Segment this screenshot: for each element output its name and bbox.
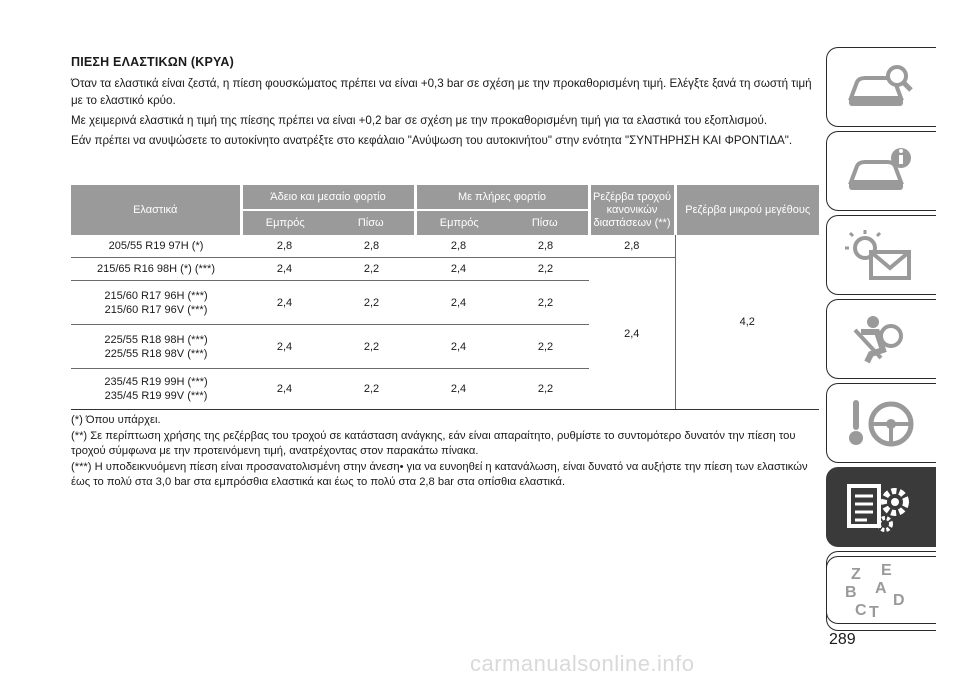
tyre-size: 215/65 R16 98H (*) (***) — [71, 258, 241, 281]
empty-rear-value: 2,2 — [363, 383, 380, 395]
tyre-size-line1: 215/60 R17 96H (***) — [104, 289, 208, 302]
full-rear-value: 2,2 — [502, 258, 589, 281]
full-rear-value: 2,2 — [537, 383, 554, 395]
tyre-size — [71, 281, 241, 325]
index-letter-c: C — [855, 602, 867, 619]
empty-front-value: 2,4 — [241, 281, 328, 325]
tab-index[interactable] — [826, 556, 936, 624]
tab-car-search[interactable] — [826, 47, 936, 127]
footnote-3: (***) Η υποδεικνυόμενη πίεση είναι προσανατολισμένη στην άνεση• για να ευνοηθεί η κατανάλωση, είναι δυνατό να αυξήστε την πίεση των ελαστικών έως το πολύ στα 3,0 bar στα εμπρόσθια ελαστικά και έως το πολύ στα 2,8 bar στα οπίσθια ελαστικά. — [71, 460, 808, 488]
spare-small-value: 4,2 — [675, 235, 819, 409]
tab-lights-messages[interactable] — [826, 215, 936, 295]
header-empty-load: Άδειο και μεσαίο φορτίο — [241, 185, 415, 210]
main-content — [71, 55, 819, 152]
paragraph-winter-tyres: Με χειμερινά ελαστικά η τιμή της πίεσης πρέπει να είναι +0,2 bar σε σχέση με την προκαθορισμένη τιμή για τα ελαστικά του εξοπλισμού. — [71, 114, 768, 127]
full-rear-value: 2,2 — [502, 325, 589, 369]
table-row — [71, 235, 819, 258]
car-info-icon — [841, 142, 921, 202]
empty-front-value: 2,4 — [241, 325, 328, 369]
header-spare-normal: Ρεζέρβα τροχού κανονικών διαστάσεων (**) — [589, 185, 675, 235]
full-front-value: 2,4 — [450, 383, 467, 395]
paragraph-warm-tyres: Όταν τα ελαστικά είναι ζεστά, η πίεση φουσκώματος πρέπει να είναι +0,3 bar σε σχέση με την προκαθορισμένη τιμή. Ελέγξτε ξανά τη σωστή τιμή με το ελαστικό κρύο. — [71, 77, 812, 107]
full-rear-value: 2,8 — [502, 235, 589, 258]
empty-rear-value: 2,2 — [328, 258, 415, 281]
steering-wheel-icon — [841, 394, 921, 454]
full-front-value: 2,4 — [415, 281, 502, 325]
tyre-size-line1: 225/55 R18 98H (***) — [104, 333, 208, 346]
service-gears-icon — [841, 478, 921, 538]
airbag-person-icon — [841, 310, 921, 370]
tyre-size-line2: 235/45 R19 99V (***) — [104, 390, 208, 402]
index-letter-e: E — [881, 562, 892, 579]
header-full-load: Με πλήρες φορτίο — [415, 185, 589, 210]
tyre-size-line2: 215/60 R17 96V (***) — [104, 303, 208, 316]
header-tyres: Ελαστικά — [71, 185, 241, 235]
empty-rear-value: 2,2 — [328, 325, 415, 369]
tab-car-info[interactable] — [826, 131, 936, 211]
paragraph-lifting: Εάν πρέπει να ανυψώσετε το αυτοκίνητο ανατρέξτε στο κεφάλαιο "Ανύψωση του αυτοκινήτου" στην ενότητα "ΣΥΝΤΗΡΗΣΗ ΚΑΙ ΦΡΟΝΤΙΔΑ". — [71, 134, 793, 147]
tyre-pressure-table — [71, 185, 819, 409]
index-letters-icon — [841, 561, 921, 621]
index-letter-a: A — [875, 580, 887, 597]
page-title: ΠΙΕΣΗ ΕΛΑΣΤΙΚΩΝ (ΚΡΥΑ) — [71, 55, 235, 69]
index-letter-b: B — [845, 584, 857, 601]
full-front-value: 2,4 — [415, 258, 502, 281]
tab-technical-data[interactable] — [826, 467, 936, 547]
full-rear-value: 2,2 — [502, 281, 589, 325]
tab-driving[interactable] — [826, 383, 936, 463]
watermark: carmanualsonline.info — [470, 651, 695, 676]
light-mail-icon — [841, 226, 921, 286]
page-number: 289 — [829, 631, 856, 648]
full-front-value: 2,4 — [415, 325, 502, 369]
spare-normal-value: 2,8 — [589, 235, 675, 258]
tyre-size — [71, 325, 241, 369]
spare-normal-value: 2,4 — [589, 258, 675, 410]
footnotes — [71, 413, 819, 491]
car-search-icon — [841, 58, 921, 118]
table-bottom-rule — [71, 409, 819, 410]
empty-front-value: 2,4 — [276, 383, 293, 395]
tyre-size: 205/55 R19 97H (*) — [71, 235, 241, 258]
empty-rear-value: 2,8 — [328, 235, 415, 258]
index-letter-z: Z — [851, 566, 861, 583]
header-empty-front: Εμπρός — [241, 210, 328, 235]
footnote-2: (**) Σε περίπτωση χρήσης της ρεζέρβας του τροχού σε κατάσταση ανάγκης, εάν είναι απαραίτητο, ρυθμίστε το συντομότερο δυνατόν την πίεση του τροχού σύμφωνα με την προτεινόμενη τιμή, ανατρέχοντας στον παρακάτω πίνακα. — [71, 429, 796, 457]
empty-rear-value: 2,2 — [328, 281, 415, 325]
footnote-1: (*) Όπου υπάρχει. — [71, 414, 161, 426]
full-front-value: 2,8 — [415, 235, 502, 258]
index-letter-t: T — [869, 604, 879, 621]
header-full-rear: Πίσω — [502, 210, 589, 235]
tab-safety[interactable] — [826, 299, 936, 379]
tyre-size — [71, 369, 241, 410]
index-letter-d: D — [893, 592, 905, 609]
header-spare-small: Ρεζέρβα μικρού μεγέθους — [675, 185, 819, 235]
header-full-front: Εμπρός — [415, 210, 502, 235]
tyre-size-line1: 235/45 R19 99H (***) — [104, 376, 208, 388]
tyre-size-line2: 225/55 R18 98V (***) — [104, 347, 208, 360]
empty-front-value: 2,8 — [241, 235, 328, 258]
header-empty-rear: Πίσω — [328, 210, 415, 235]
empty-front-value: 2,4 — [241, 258, 328, 281]
